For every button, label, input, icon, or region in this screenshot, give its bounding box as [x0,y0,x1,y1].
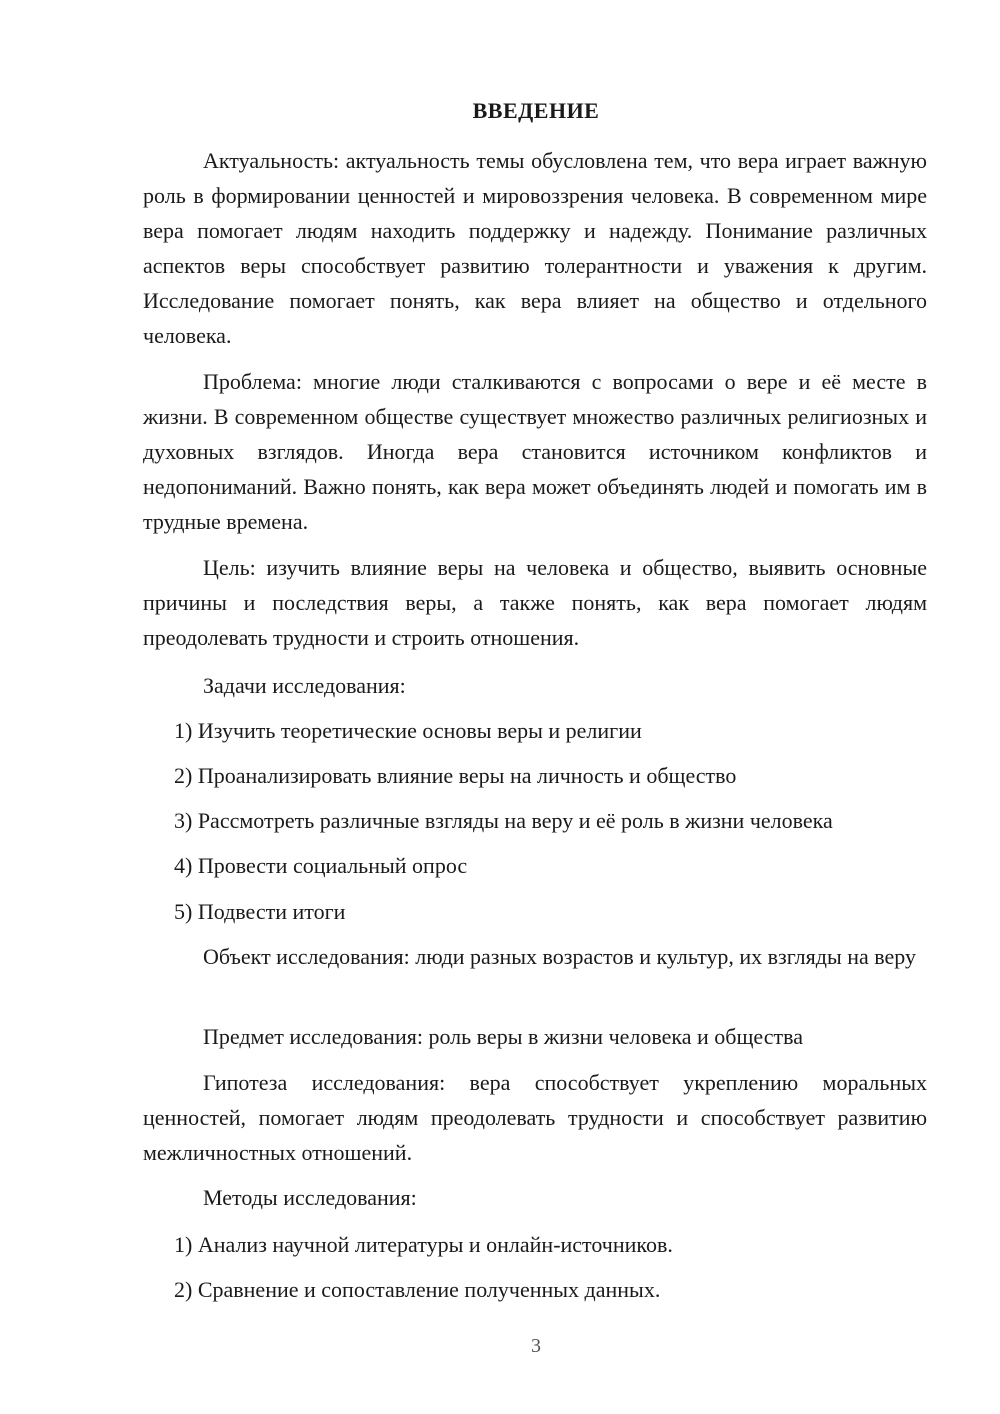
methods-heading: Методы исследования: [203,1185,417,1210]
method-item: 2) Сравнение и сопоставление полученных данных. [174,1277,661,1302]
hypothesis-paragraph: Гипотеза исследования: вера способствует укреплению моральных ценностей, помогает людям преодолевать трудности и способствует развитию межличностных отношений. [143,1070,927,1165]
object-paragraph: Объект исследования: люди разных возрастов и культур, их взгляды на веру [203,944,917,969]
method-item: 1) Анализ научной литературы и онлайн-источников. [174,1232,673,1257]
tasks-heading: Задачи исследования: [203,673,406,698]
section-title: ВВЕДЕНИЕ [472,98,600,123]
goal-paragraph: Цель: изучить влияние веры на человека и общество, выявить основные причины и последствия веры, а также понять, как вера помогает людям преодолевать трудности и строить отношения. [143,555,927,650]
task-item: 2) Проанализировать влияние веры на личность и общество [174,763,737,788]
problem-paragraph: Проблема: многие люди сталкиваются с вопросами о вере и её месте в жизни. В современном обществе существует множество различных религиозных и духовных взглядов. Иногда вера становится источником конфликтов и недопониманий. Важно понять, как вера может объединять людей и помогать им в трудные времена. [143,369,927,534]
task-item: 1) Изучить теоретические основы веры и религии [174,718,642,743]
page-number: 3 [531,1335,541,1357]
subject-paragraph: Предмет исследования: роль веры в жизни человека и общества [203,1024,803,1049]
task-item: 4) Провести социальный опрос [174,853,468,878]
task-item: 3) Рассмотреть различные взгляды на веру и её роль в жизни человека [174,808,833,833]
relevance-paragraph: Актуальность: актуальность темы обусловлена тем, что вера играет важную роль в формировании ценностей и мировоззрения человека. В современном мире вера помогает людям находить поддержку и надежду. Понимание различных аспектов веры способствует развитию толерантности и уважения к другим. Исследование помогает понять, как вера влияет на общество и отдельного человека. [143,148,927,348]
task-item: 5) Подвести итоги [174,899,346,924]
